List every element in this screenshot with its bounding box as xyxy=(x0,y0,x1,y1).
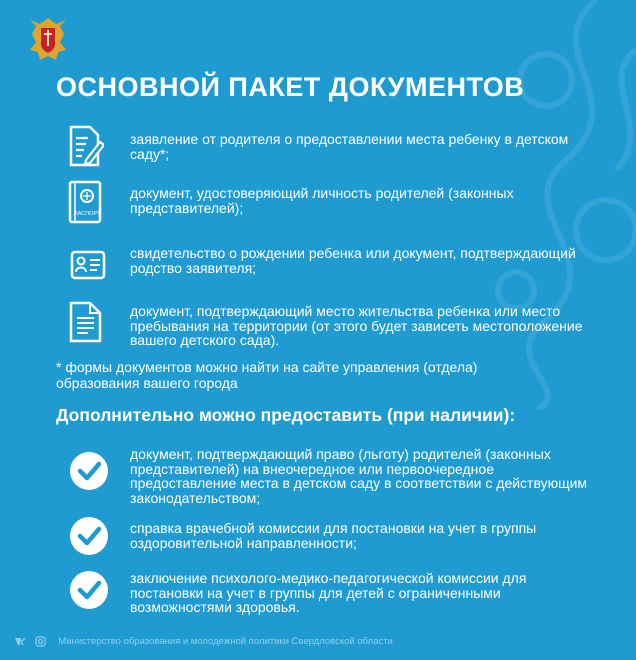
application-pen-icon xyxy=(68,124,104,168)
item-text: документ, подтверждающий право (льготу) родителей (законных представителей) на внеочередное или первоочередное предоставление места в детском саду в соответствии с действующим законодательством; xyxy=(130,446,588,506)
footer-text: Министерство образования и молодежной политики Свердловской области xyxy=(58,636,393,647)
passport-icon xyxy=(68,180,104,224)
item-text: заключение психолого-медико-педагогической комиссии для постановки на учет в группы для детей с ограниченными возможностями здоровья. xyxy=(130,570,527,615)
document-icon xyxy=(68,300,104,344)
coat-of-arms-logo xyxy=(26,16,70,62)
item-text: документ, подтверждающий место жительства ребенка или место пребывания на территории (от этого будет зависеть местоположение вашего детского сада). xyxy=(130,303,583,348)
footnote: * формы документов можно найти на сайте управления (отдела) образования вашего города xyxy=(56,359,478,391)
item-text: заявление от родителя о предоставлении места ребенку в детском саду*; xyxy=(130,131,569,162)
checkmark-icon xyxy=(70,571,108,609)
item-text: справка врачебной комиссии для постановки на учет в группы оздоровительной направленности; xyxy=(130,520,537,551)
instagram-icon[interactable] xyxy=(35,636,46,647)
item-text: документ, удостоверяющий личность родителей (законных представителей); xyxy=(130,185,514,216)
page-title: ОСНОВНОЙ ПАКЕТ ДОКУМЕНТОВ xyxy=(56,72,525,102)
vk-icon[interactable] xyxy=(14,637,28,647)
checkmark-icon xyxy=(70,517,108,555)
item-text: свидетельство о рождении ребенка или документ, подтверждающий родство заявителя; xyxy=(130,245,576,276)
checkmark-icon xyxy=(70,452,108,490)
additional-title: Дополнительно можно предоставить (при наличии): xyxy=(56,405,516,425)
id-card-icon xyxy=(66,244,110,288)
passport-label: ПАСПОРТ xyxy=(73,211,101,217)
footer xyxy=(14,636,614,652)
